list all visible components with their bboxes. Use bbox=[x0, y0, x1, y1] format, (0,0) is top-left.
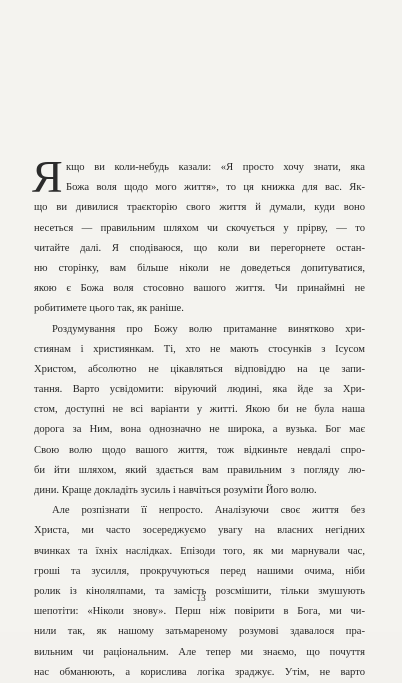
text-line: нили так, як нашому затьмареному розумові здавалося пра- bbox=[34, 626, 365, 638]
text-line: вильним чи раціональним. Але тепер ми знаємо, що почуття bbox=[34, 646, 365, 658]
text-line: Божа воля щодо мого життя», то ця книжка для вас. Як- bbox=[66, 182, 365, 194]
text-line: ню сторінку, вам більше ніколи не доведеться допитуватися, bbox=[34, 262, 365, 274]
drop-cap: Я bbox=[32, 151, 63, 202]
text-line: Христа, ми часто зосереджуємо увагу на власних негідних bbox=[34, 525, 365, 537]
text-line: дорога за Ним, вона однозначно не широка, а вузька. Бог має bbox=[34, 424, 365, 436]
text-line: несеться — правильним шляхом чи скочується у прірву, — то bbox=[34, 222, 365, 234]
text-line: Але розпізнати її непросто. Аналізуючи своє життя без bbox=[52, 505, 365, 517]
page-number: 13 bbox=[196, 594, 206, 604]
text-line: стиянам і християнкам. Ті, хто не мають стосунків з Ісусом bbox=[34, 343, 365, 355]
text-line: шепотіти: «Ніколи знову». Перш ніж повірити в Бога, ми чи- bbox=[34, 606, 365, 618]
text-line: гроші та зусилля, прокручуються перед нашими очима, ніби bbox=[34, 565, 365, 577]
text-line: дини. Краще докладіть зусиль і навчіться розуміти Його волю. bbox=[34, 485, 317, 496]
body-text bbox=[32, 151, 365, 683]
text-line: Христом, абсолютно не цікавляться відповіддю на це запи- bbox=[34, 363, 365, 375]
text-line-content: кщо ви коли-небудь казали: «Я просто хочу знати, яка bbox=[66, 162, 365, 173]
paragraph-1 bbox=[32, 151, 365, 320]
text-line: би йти шляхом, який здається вам правильним з погляду лю- bbox=[34, 464, 365, 476]
text-line: стом, доступні не всі варіанти у житті. Якою би не була наша bbox=[34, 404, 365, 416]
text-line: вчинках та їхніх наслідках. Епізоди того, як ми марнували час, bbox=[34, 545, 365, 557]
paragraph-2 bbox=[34, 320, 365, 502]
text-line: читайте далі. Я сподіваюся, що коли ви перегорнете остан- bbox=[34, 242, 365, 254]
text-line: нас обманюють, а корислива логіка зраджує. Утім, не варто bbox=[34, 666, 365, 678]
text-line: що ви дивилися траєкторію свого життя й думали, куди воно bbox=[34, 202, 365, 214]
text-line: якою є Божа воля стосовно вашого життя. Чи принаймні не bbox=[34, 283, 365, 295]
text-line: тання. Варто усвідомити: віруючий людині, яка йде за Хри- bbox=[34, 384, 365, 396]
text-line: Роздумування про Божу волю притаманне винятково хри- bbox=[52, 323, 365, 335]
paragraph-3 bbox=[34, 501, 365, 683]
text-line: Свою волю щодо вашого життя, тож відкиньте невдалі спро- bbox=[34, 444, 365, 456]
text-line: ролик із кінолялпами, та замість розсмішити, тільки змушують bbox=[34, 585, 365, 597]
text-line: робитимете цього так, як раніше. bbox=[34, 303, 184, 315]
